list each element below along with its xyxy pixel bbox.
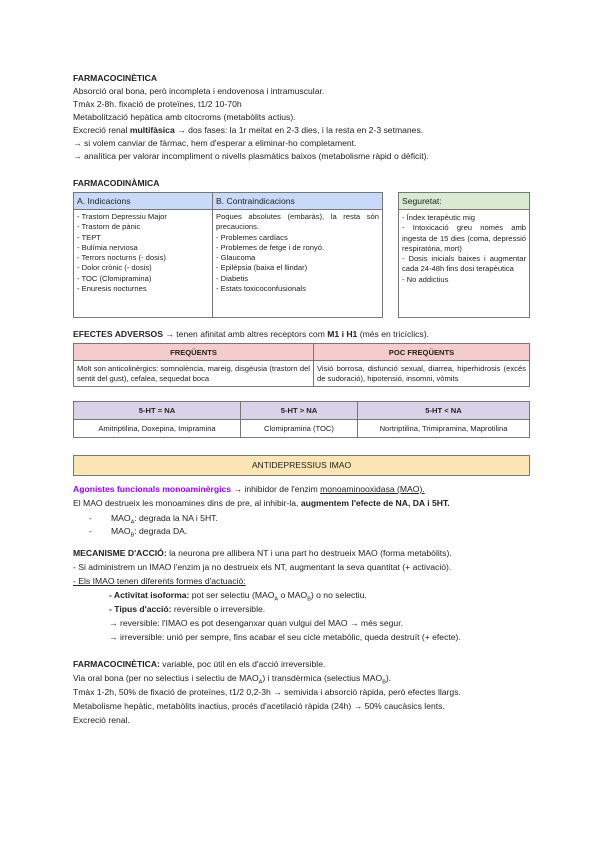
seguretat-list bbox=[399, 210, 529, 287]
fc-line-6: → analítica per valorar incompliment o nivells plasmàtics baixos (metabolisme ràpid o dèficit). bbox=[73, 151, 429, 161]
imao-banner: ANTIDEPRESSIUS IMAO bbox=[73, 455, 530, 476]
list-item: - Problemes cardíacs bbox=[216, 232, 288, 242]
mecanisme-line-2: - Si administrem un IMAO l'enzim ja no destrueix els NT, augmentant la seva quantitat (+ activació). bbox=[73, 562, 452, 572]
imao-fc-line-5: Excreció renal. bbox=[73, 715, 130, 725]
list-item: - TOC (Clomipramina) bbox=[77, 273, 152, 283]
list-item: - Epilèpsia (baixa el llindar) bbox=[216, 263, 308, 273]
contraindicacions-intro: Poques absolutes (embaràs), la resta són precaucions. bbox=[216, 212, 379, 232]
contraindicacions-header: B. Contraindicacions bbox=[213, 193, 382, 210]
contraindicacions-list bbox=[213, 210, 382, 296]
list-item: - No addictius bbox=[402, 274, 449, 284]
irreversible-line: → irreversible: unió per sempre, fins acabar el seu cicle metabòlic, queda destruït (+ efecte). bbox=[109, 632, 461, 642]
seguretat-header: Seguretat: bbox=[399, 193, 529, 210]
fc-line-4: Excreció renal multifàsica → dos fases: la 1r meitat en 2-3 dies, i la resta en 2-3 setmanes. bbox=[73, 125, 424, 135]
list-item: - Índex terapèutic mig bbox=[402, 213, 476, 222]
activitat-isoforma: - Activitat isoforma: pot ser selectiu ($MAO_A$ o $MAO_B$) o no selectiu. bbox=[109, 590, 367, 603]
efectes-col1-text: Molt son anticolinèrgics: somnolència, mareig, disgèusia (trastorn del sentit del gust), cefalea, sequedat boca bbox=[74, 361, 314, 387]
list-item: - TEPT bbox=[77, 232, 101, 242]
maoa-item: - $MAO_A$: degrada la NA i 5HT. bbox=[89, 513, 218, 526]
seguretat-box bbox=[398, 192, 530, 318]
imao-destrueix-line: El MAO destrueix les monoamines dins de pre, al inhibir-la, augmentem l'efecte de NA, DA i 5HT. bbox=[73, 498, 450, 508]
ht-table bbox=[73, 401, 530, 438]
farmacocinetica-title: FARMACOCINÈTICA bbox=[73, 73, 158, 83]
list-item: - Dosis inicials baixes i augmentar cada 24-48h fins dosi terapèutica bbox=[402, 254, 526, 274]
list-item: - Estats toxicoconfusionals bbox=[216, 284, 306, 294]
reversible-line: → reversible: l'IMAO es pot desenganxar quan vulgui del MAO → més segur. bbox=[109, 618, 403, 628]
contraindicacions-box bbox=[212, 192, 383, 318]
farmacodinamica-title: FARMACODINÀMICA bbox=[73, 178, 160, 188]
list-item: - Terrors nocturns (- dosis) bbox=[77, 253, 166, 263]
list-item: - Dolor crònic (- dosis) bbox=[77, 263, 152, 273]
list-item: - Glaucoma bbox=[216, 253, 256, 263]
list-item: - Problemes de fetge i de ronyó. bbox=[216, 242, 325, 252]
fc-line-5: → si volem canviar de fàrmac, hem d'esperar a eliminar-ho completament. bbox=[73, 138, 357, 148]
imao-agonistes-line: Agonistes funcionals monoaminèrgics → inhibidor de l'enzim monoaminooxidasa (MAO). bbox=[73, 484, 425, 494]
fc-line-2: Tmàx 2-8h. fixació de proteïnes, t1/2 10-70h bbox=[73, 99, 242, 109]
efectes-table bbox=[73, 343, 530, 387]
imao-fc-line-2: Via oral bona (per no selectius i selectiu de $MAO_A$) i transdèrmica (selectius $MAO_B$). bbox=[73, 673, 392, 686]
fc-line-3: Metabolització hepàtica amb citocroms (metabòlits actius). bbox=[73, 112, 296, 122]
ht-header-3: 5-HT < NA bbox=[358, 402, 530, 420]
mecanisme-line: MECANISME D'ACCIÓ: la neurona pre allibera NT i una part ho destrueix MAO (forma metabòlits). bbox=[73, 548, 452, 558]
list-item: - Enuresis nocturnes bbox=[77, 284, 147, 294]
ht-value-2: Clomipramina (TOC) bbox=[241, 420, 358, 438]
ht-value-3: Nortriptilina, Trimipramina, Maprotilina bbox=[358, 420, 530, 438]
efectes-col2-text: Visió borrosa, disfunció sexual, diarrea, hiperhidrosis (excés de sudoració), hipotensió, insomni, vòmits bbox=[314, 361, 530, 387]
efectes-title-line: EFECTES ADVERSOS → tenen afinitat amb altres receptors com M1 i H1 (més en tricíclics). bbox=[73, 329, 429, 339]
efectes-col2-header: POC FREQÜENTS bbox=[314, 344, 530, 361]
imao-fc-title-line: FARMACOCINÈTICA: variable, poc útil en els d'acció irreversible. bbox=[73, 659, 326, 669]
imao-fc-line-3: Tmàx 1-2h, 50% de fixació de proteïnes, t1/2 0,2-3h → semivida i absorció ràpida, però efectes llargs. bbox=[73, 687, 461, 697]
imao-fc-line-4: Metabolisme hepàtic, metabòlits inactius, procés d'acetilació ràpida (24h) → 50% caucàsics lents. bbox=[73, 701, 445, 711]
list-item: - Trastorn Depressiu Major bbox=[77, 212, 167, 221]
tipus-accio: - Tipus d'acció: reversible o irreversible. bbox=[109, 604, 266, 614]
list-item: - Intoxicació greu només amb ingesta de 15 dies (coma, depressió respiratòria, mort) bbox=[402, 223, 526, 253]
ht-header-2: 5-HT > NA bbox=[241, 402, 358, 420]
list-item: - Bulímia nerviosa bbox=[77, 242, 138, 252]
indicacions-box bbox=[73, 192, 213, 318]
list-item: - Diabetis bbox=[216, 273, 249, 283]
ht-value-1: Amitriptilina, Doxepina, Imipramina bbox=[74, 420, 241, 438]
indicacions-header: A. Indicacions bbox=[74, 193, 212, 210]
ht-header-1: 5-HT = NA bbox=[74, 402, 241, 420]
fc-line-1: Absorció oral bona, però incompleta i endovenosa i intramuscular. bbox=[73, 86, 325, 96]
maob-item: - $MAO_B$: degrada DA. bbox=[89, 526, 188, 539]
efectes-col1-header: FREQÜENTS bbox=[74, 344, 314, 361]
list-item: - Trastorn de pànic bbox=[77, 222, 141, 232]
indicacions-list bbox=[74, 210, 212, 296]
mecanisme-line-3: - Els IMAO tenen diferents formes d'actuació: bbox=[73, 576, 246, 586]
